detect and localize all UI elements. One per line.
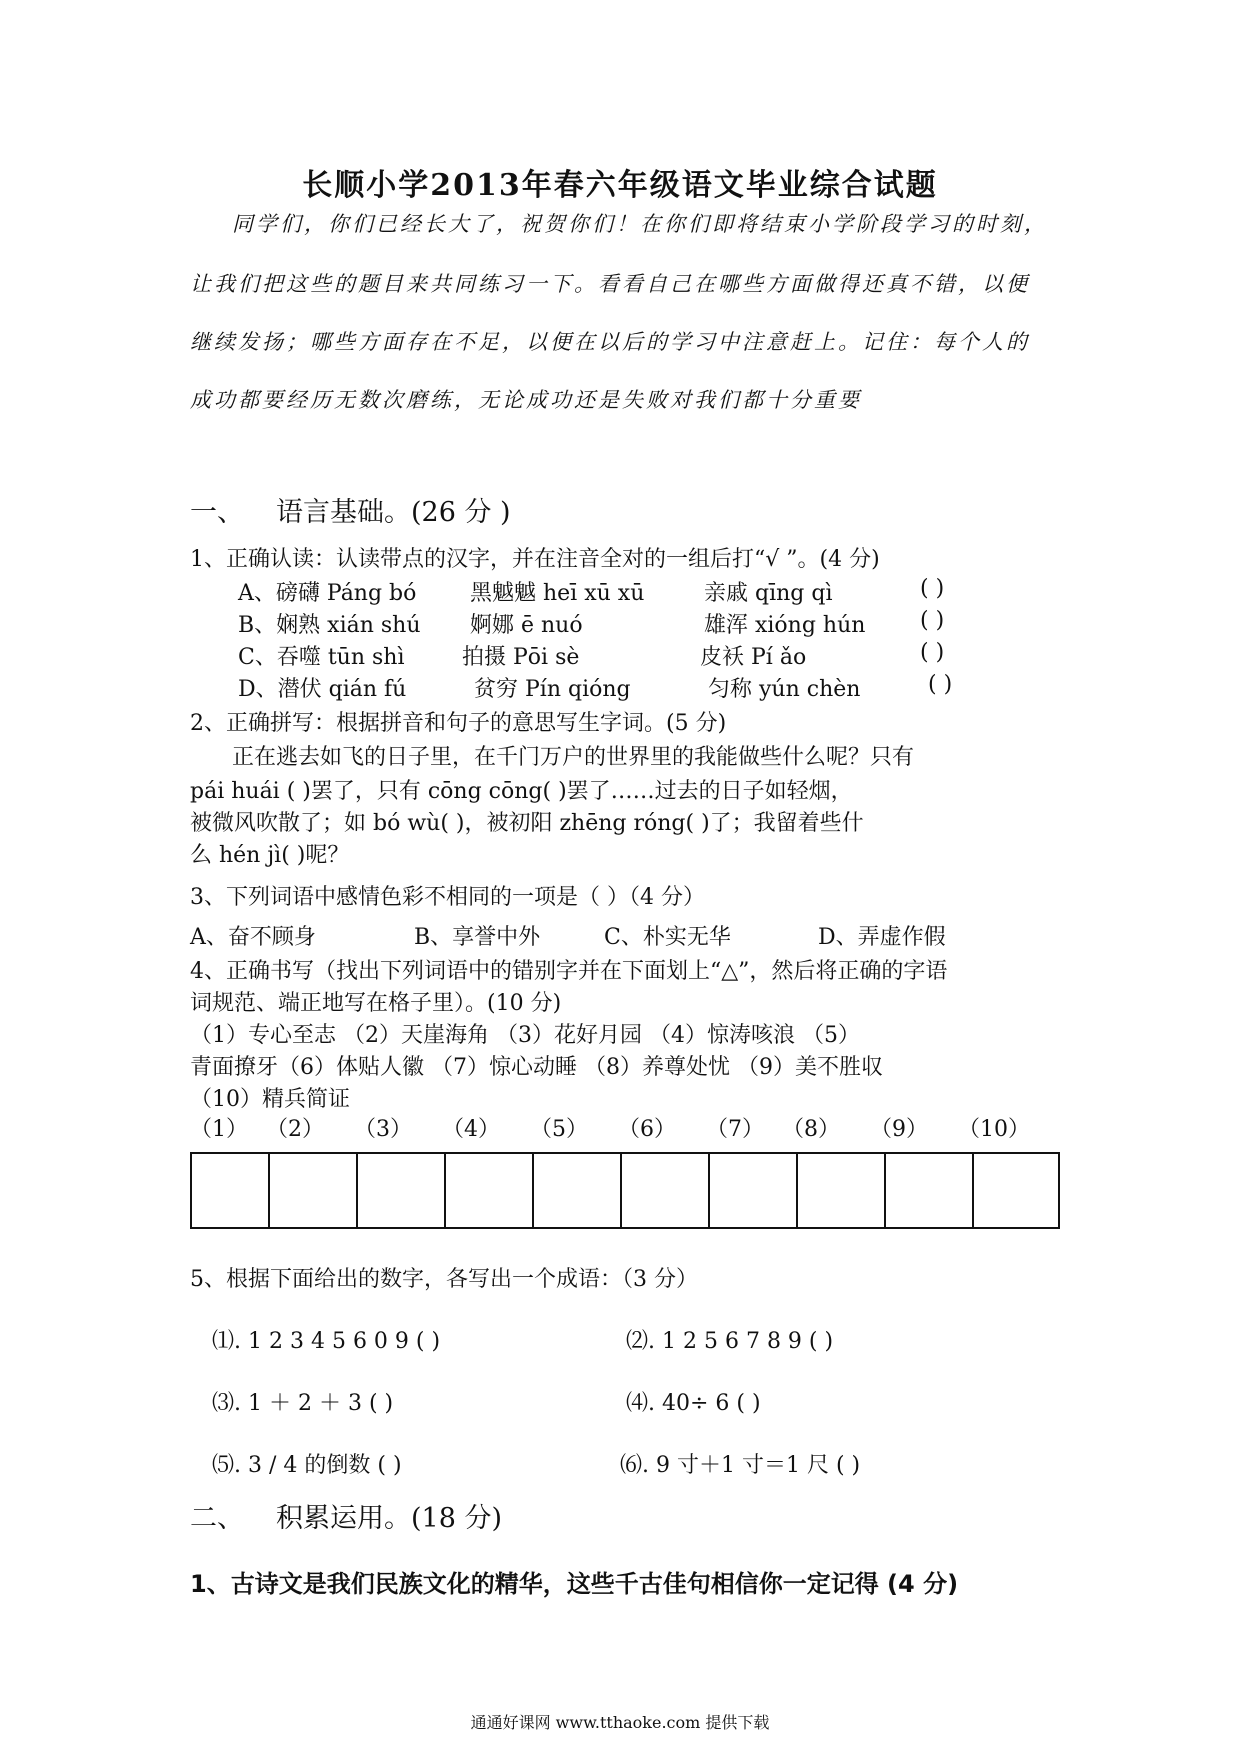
grid-label: （6） bbox=[618, 1117, 676, 1142]
section2-question-1: 1、古诗文是我们民族文化的精华，这些千古佳句相信你一定记得 (4 分) bbox=[190, 1570, 959, 1598]
section-heading-1 bbox=[190, 490, 511, 529]
answer-cell-6[interactable] bbox=[622, 1154, 710, 1227]
intro-line-1: 同学们，你们已经长大了，祝贺你们！在你们即将结束小学阶段学习的时刻， bbox=[232, 212, 1048, 236]
grid-label: （9） bbox=[870, 1117, 928, 1142]
intro-line-4: 成功都要经历无数次磨练，无论成功还是失败对我们都十分重要 bbox=[190, 388, 862, 412]
answer-cell-3[interactable] bbox=[358, 1154, 446, 1227]
question-2: 2、正确拼写：根据拼音和句子的意思写生字词。(5 分) bbox=[190, 711, 727, 736]
q3-option-b: B、享誉中外 bbox=[414, 925, 541, 950]
section-number: 一、 bbox=[190, 497, 244, 528]
grid-label: （7） bbox=[706, 1117, 764, 1142]
q3-option-c: C、朴实无华 bbox=[604, 925, 731, 950]
section-heading-2 bbox=[190, 1496, 502, 1535]
q5-item-1: ⑴. 1 2 3 4 5 6 0 9 ( ) bbox=[212, 1329, 441, 1354]
q1-option-c-word1: C、吞噬 tūn shì bbox=[238, 645, 405, 670]
q1-option-c-word2: 拍摄 Pōi sè bbox=[462, 645, 580, 670]
grid-label: （8） bbox=[782, 1117, 840, 1142]
q2-line-3: 被微风吹散了；如 bó wù( )，被初阳 zhēng róng( )了；我留着些什 bbox=[190, 811, 864, 836]
q2-line-4: 么 hén jì( )呢？ bbox=[190, 843, 350, 868]
q1-option-a-answer[interactable]: ( ) bbox=[920, 576, 945, 601]
q2-line-2: pái huái ( )罢了，只有 cōng cōng( )罢了……过去的日子如轻烟， bbox=[190, 779, 853, 804]
footer-credit: 通通好课网 www.tthaoke.com 提供下载 bbox=[470, 1713, 770, 1732]
q1-option-a-word3: 亲戚 qīng qì bbox=[704, 581, 833, 606]
q1-option-b-word2: 婀娜 ē nuó bbox=[470, 613, 583, 638]
q3-option-d: D、弄虚作假 bbox=[818, 925, 946, 950]
q1-option-b-word1: B、娴熟 xián shú bbox=[238, 613, 421, 638]
page-title: 长顺小学2013年春六年级语文毕业综合试题 bbox=[302, 168, 938, 203]
answer-cell-1[interactable] bbox=[192, 1154, 270, 1227]
answer-cell-7[interactable] bbox=[710, 1154, 798, 1227]
q3-option-a: A、奋不顾身 bbox=[190, 925, 316, 950]
section-title: 积累运用。(18 分) bbox=[276, 1503, 503, 1534]
answer-cell-5[interactable] bbox=[534, 1154, 622, 1227]
q1-option-b-word3: 雄浑 xióng hún bbox=[704, 613, 866, 638]
q5-item-2: ⑵. 1 2 5 6 7 8 9 ( ) bbox=[626, 1329, 834, 1354]
intro-line-2: 让我们把这些的题目来共同练习一下。看看自己在哪些方面做得还真不错，以便 bbox=[190, 272, 1030, 296]
q1-option-d-word2: 贫穷 Pín qióng bbox=[474, 677, 631, 702]
answer-grid bbox=[190, 1152, 1060, 1229]
q1-option-c-word3: 皮袄 Pí ǎo bbox=[700, 645, 807, 670]
answer-cell-4[interactable] bbox=[446, 1154, 534, 1227]
q1-option-c-answer[interactable]: ( ) bbox=[920, 640, 945, 665]
q1-option-d-answer[interactable]: ( ) bbox=[928, 672, 953, 697]
q1-option-a-word1: A、磅礴 Páng bó bbox=[238, 581, 417, 606]
grid-label: （4） bbox=[442, 1117, 500, 1142]
q1-option-d-word3: 匀称 yún chèn bbox=[708, 677, 861, 702]
answer-cell-10[interactable] bbox=[974, 1154, 1058, 1227]
question-1: 1、正确认读：认读带点的汉字，并在注音全对的一组后打“√ ”。(4 分) bbox=[190, 547, 880, 572]
q4-line-4: 青面撩牙（6）体贴人徽 （7）惊心动睡 （8）养尊处忧 （9）美不胜収 bbox=[190, 1055, 883, 1080]
answer-cell-8[interactable] bbox=[798, 1154, 886, 1227]
intro-line-3: 继续发扬；哪些方面存在不足，以便在以后的学习中注意赶上。记住：每个人的 bbox=[190, 330, 1030, 354]
answer-cell-2[interactable] bbox=[270, 1154, 358, 1227]
q1-option-b-answer[interactable]: ( ) bbox=[920, 608, 945, 633]
grid-label: （3） bbox=[354, 1117, 412, 1142]
grid-label: （1） bbox=[190, 1117, 248, 1142]
q5-item-6: ⑹. 9 寸＋1 寸＝1 尺 ( ) bbox=[620, 1453, 861, 1478]
grid-label: （5） bbox=[530, 1117, 588, 1142]
question-3: 3、下列词语中感情色彩不相同的一项是（ ）（4 分） bbox=[190, 885, 705, 910]
section-title: 语言基础。(26 分 ) bbox=[276, 497, 511, 528]
q5-item-5: ⑸. 3 / 4 的倒数 ( ) bbox=[212, 1453, 402, 1478]
q4-line-5: （10）精兵简证 bbox=[190, 1087, 350, 1112]
q5-item-3: ⑶. 1 ＋ 2 ＋ 3 ( ) bbox=[212, 1391, 394, 1416]
grid-label: （10） bbox=[958, 1117, 1030, 1142]
q2-line-1: 正在逃去如飞的日子里，在千门万户的世界里的我能做些什么呢？只有 bbox=[232, 745, 915, 770]
q4-line-3: （1）专心至志 （2）天崖海角 （3）花好月园 （4）惊涛咳浪 （5） bbox=[190, 1023, 860, 1048]
answer-cell-9[interactable] bbox=[886, 1154, 974, 1227]
section-number: 二、 bbox=[190, 1503, 244, 1534]
question-5: 5、根据下面给出的数字，各写出一个成语：（3 分） bbox=[190, 1267, 698, 1292]
q1-option-d-word1: D、潜伏 qián fú bbox=[238, 677, 407, 702]
question-4: 4、正确书写（找出下列词语中的错别字并在下面划上“△”，然后将正确的字语 bbox=[190, 959, 948, 984]
q1-option-a-word2: 黑魆魆 heī xū xū bbox=[470, 581, 645, 606]
q4-line-2: 词规范、端正地写在格子里）。(10 分) bbox=[190, 991, 562, 1016]
grid-label: （2） bbox=[266, 1117, 324, 1142]
answer-grid-labels bbox=[190, 1112, 1060, 1148]
q5-item-4: ⑷. 40÷ 6 ( ) bbox=[626, 1391, 761, 1416]
